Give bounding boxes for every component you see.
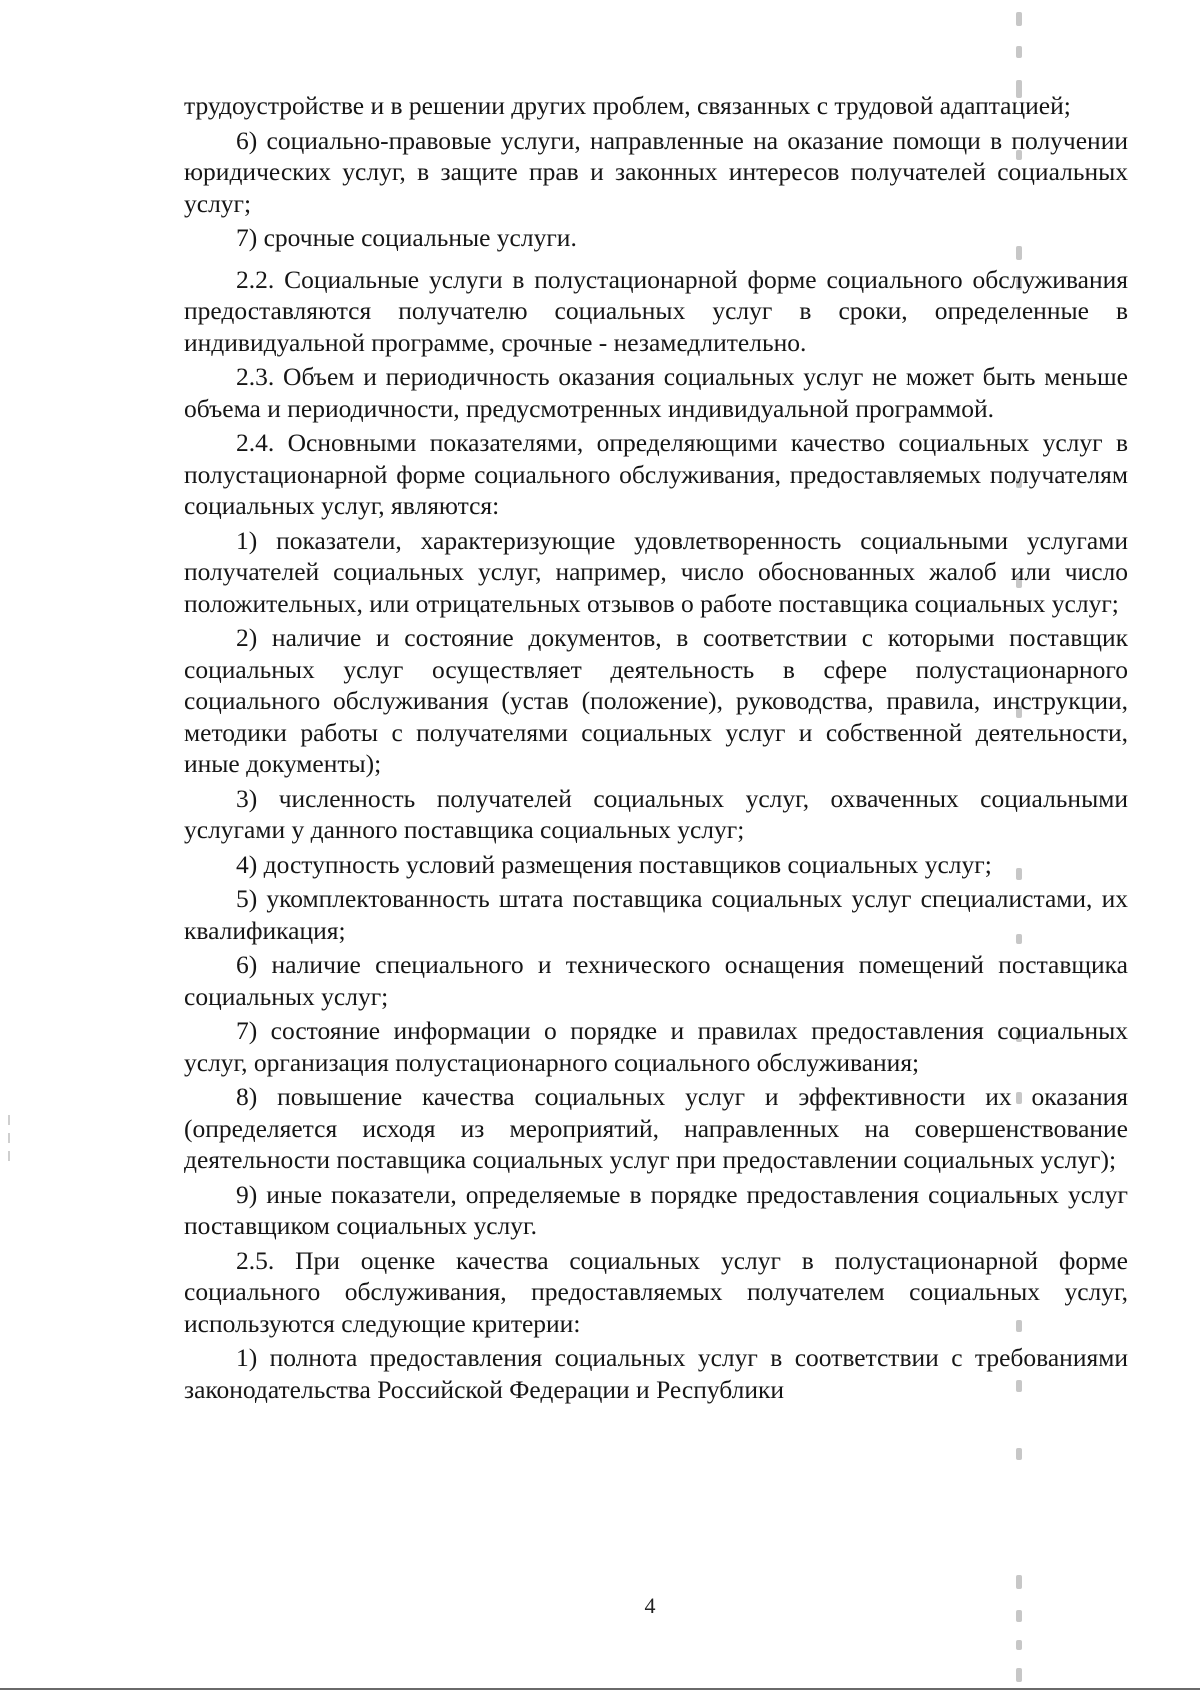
paragraph: 5) укомплектованность штата поставщика социальных услуг специалистами, их квалификация; [184,884,1128,945]
paragraph: 2.2. Социальные услуги в полустационарной форме социального обслуживания предоставляются получателю социальных услуг в сроки, определенные в индивидуальной программе, срочные - незамедлительно. [184,264,1128,357]
scan-specks [6,1115,12,1165]
paragraph: 1) полнота предоставления социальных услуг в соответствии с требованиями законодательства Российской Федерации и Республики [184,1343,1128,1404]
paragraph: 6) социально-правовые услуги, направленные на оказание помощи в получении юридических услуг, в защите прав и законных интересов получателей социальных услуг; [184,125,1128,218]
scan-speck [8,1115,10,1125]
paragraph: 8) повышение качества социальных услуг и эффективности их оказания (определяется исходя из мероприятий, направленных на совершенствование деятельности поставщика социальных услуг при предоставлении социальных услуг); [184,1082,1128,1174]
paragraph: 2.3. Объем и периодичность оказания социальных услуг не может быть меньше объема и периодичности, предусмотренных индивидуальной программой. [184,362,1128,423]
paragraph: 9) иные показатели, определяемые в порядке предоставления социальных услуг поставщиком социальных услуг. [184,1179,1128,1240]
paragraph: 7) состояние информации о порядке и правилах предоставления социальных услуг, организация полустационарного социального обслуживания; [184,1016,1128,1077]
scan-edge-line [0,1688,1200,1690]
scan-speck [8,1133,10,1143]
paragraph: 2.4. Основными показателями, определяющими качество социальных услуг в полустационарной форме социального обслуживания, предоставляемых получателям социальных услуг, являются: [184,428,1128,520]
paragraph: трудоустройстве и в решении других проблем, связанных с трудовой адаптацией; [184,91,1071,120]
paragraph: 3) численность получателей социальных услуг, охваченных социальными услугами у данного поставщика социальных услуг; [184,783,1128,844]
page-number: 4 [644,1593,656,1618]
scan-mark [1016,46,1022,58]
paragraph: 1) показатели, характеризующие удовлетворенность социальными услугами получателей социальных услуг, например, число обоснованных жалоб или число положительных, или отрицательных отзывов о работе поставщика социальных услуг; [184,525,1128,618]
scan-mark [1016,1640,1022,1650]
scan-mark [1016,12,1022,26]
scan-speck [8,1151,10,1161]
scan-mark [1016,1668,1022,1682]
scan-mark [1016,1448,1022,1460]
paragraph: 6) наличие специального и технического оснащения помещений поставщика социальных услуг; [184,950,1128,1011]
paragraph: 4) доступность условий размещения поставщиков социальных услуг; [236,849,992,879]
scan-mark [1016,1575,1022,1589]
scan-mark [1016,1610,1022,1622]
paragraph: 2) наличие и состояние документов, в соответствии с которыми поставщик социальных услуг осуществляет деятельность в сфере полустационарного социального обслуживания (устав (положение), руководства, правила, инструкции, методики работы с получателями социальных услуг и собственной деятельности, иные документы); [184,623,1128,778]
paragraph: 7) срочные социальные услуги. [236,223,577,252]
document-body [184,90,1128,1408]
paragraph: 2.5. При оценке качества социальных услуг в полустационарной форме социального обслуживания, предоставляемых получателем социальных услуг, используются следующие критерии: [184,1245,1128,1338]
